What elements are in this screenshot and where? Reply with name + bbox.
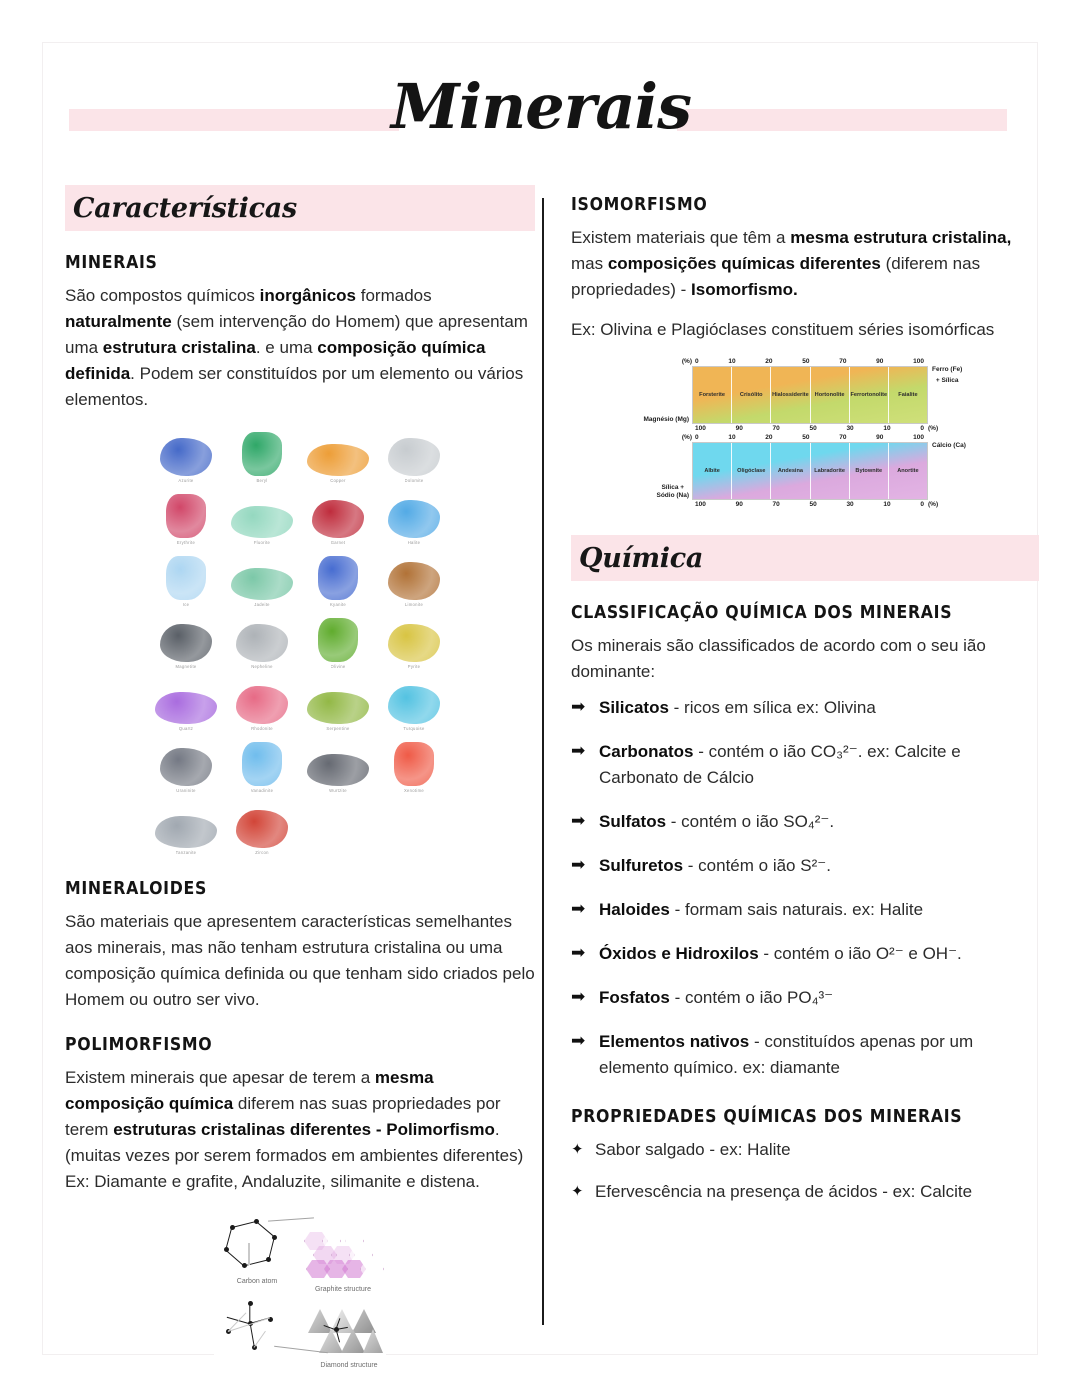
series-segment [889, 443, 927, 499]
series-segment-label: Oligóclase [737, 468, 766, 474]
mineral-label: Uraninite [176, 788, 196, 793]
mineral-specimen [302, 427, 374, 483]
plain-text: Existem materiais que têm a [571, 228, 791, 247]
series-segment [811, 443, 850, 499]
series-segment-label: Labradorite [814, 468, 845, 474]
list-propriedades-quimicas [571, 1137, 1039, 1205]
list-item-definition: - contém o ião PO₄³⁻ [669, 988, 834, 1007]
list-item-text: Sabor salgado - ex: Halite [595, 1140, 791, 1159]
emphasis-text: inorgânicos [259, 286, 357, 305]
series-segment [771, 367, 810, 423]
axis-tick: 0 [695, 358, 699, 365]
mineral-label: Tanzanite [175, 850, 197, 855]
axis-tick: 100 [695, 501, 706, 508]
plain-text: São compostos químicos [65, 286, 260, 305]
mineral-label: Vanadinite [250, 788, 274, 793]
mineral-rock-icon [318, 556, 358, 600]
list-item [571, 897, 1039, 923]
mineral-specimen [302, 675, 374, 731]
list-item-definition: - contém o ião SO₄²⁻. [666, 812, 835, 831]
list-item [571, 853, 1039, 879]
mineral-specimen [302, 613, 374, 669]
series-segment [693, 443, 732, 499]
right-column [571, 185, 1039, 1221]
mineral-label: Xenotime [403, 788, 425, 793]
mineral-label: Erythrite [176, 540, 196, 545]
plagioclase-left-label: Sódio (Na) [656, 492, 689, 499]
axis-tick: 50 [809, 425, 817, 432]
mineral-specimen [378, 489, 450, 545]
axis-tick: 20 [765, 434, 773, 441]
axis-tick: 30 [846, 501, 854, 508]
list-item [571, 941, 1039, 967]
axis-tick: 90 [876, 358, 884, 365]
list-item-term: Haloides [599, 900, 670, 919]
mineral-specimen [226, 489, 298, 545]
plain-text: . e uma [255, 338, 318, 357]
plagioclase-left-label-wrap [630, 442, 692, 500]
mineral-rock-icon [236, 624, 288, 662]
mineral-label: Pyrite [407, 664, 421, 669]
series-segment-label: Ferrortonolite [850, 392, 888, 398]
paragraph-classificacao-intro: Os minerais são classificados de acordo com o seu ião dominante: [571, 636, 986, 681]
axis-tick: 50 [802, 434, 810, 441]
star-icon: ✦ [571, 1141, 584, 1158]
axis-tick: 10 [728, 434, 736, 441]
mineral-specimen [150, 799, 222, 855]
axis-tick: 10 [728, 358, 736, 365]
label-carbon-atom: Carbon atom [236, 1278, 278, 1285]
axis-tick: 90 [735, 425, 743, 432]
mineral-label: Azurite [178, 478, 194, 483]
heading-mineraloides: MINERALOIDES [65, 879, 207, 899]
figure-mineral-specimens [65, 427, 535, 855]
mineral-label: Jadeite [254, 602, 270, 607]
series-segment [811, 367, 850, 423]
emphasis-text: mesma estrutura cristalina, [790, 228, 1012, 247]
mineral-specimen [302, 737, 374, 793]
mineral-grid [150, 427, 450, 855]
list-item [571, 695, 1039, 721]
paragraph-isomorfismo [571, 225, 1039, 303]
heading-propriedades-quimicas: PROPRIEDADES QUÍMICAS DOS MINERAIS [571, 1107, 963, 1127]
olivine-left-label: Magnésio (Mg) [643, 416, 689, 423]
paragraph-mineraloides: São materiais que apresentem características semelhantes aos minerais, mas não tenham estrutura cristalina ou uma composição química definida ou que tenham sido criados pelo Homem ou outro ser vivo. [65, 912, 535, 1009]
list-item-definition: - contém o ião CO₃²⁻. ex: Calcite e Carbonato de Cálcio [599, 742, 961, 787]
plagioclase-left-note: Sílica + [661, 484, 685, 491]
list-item [571, 1029, 1039, 1081]
list-item-term: Elementos nativos [599, 1032, 750, 1051]
column-divider [542, 198, 544, 1325]
mineral-specimen [302, 489, 374, 545]
section-banner-caracteristicas [65, 185, 535, 231]
plain-text: (diferem nas propriedades) - [571, 254, 981, 299]
mineral-label: Fluorite [253, 540, 271, 545]
mineral-rock-icon [307, 754, 369, 786]
mineral-label: Quartz [178, 726, 194, 731]
plagioclase-segments [693, 443, 927, 499]
list-classificacao-quimica [571, 695, 1039, 1081]
plagioclase-bottom-axis-unit: (%) [928, 501, 939, 508]
series-segment [771, 443, 810, 499]
list-item-term: Sulfuretos [599, 856, 684, 875]
arrow-right-icon: ➡ [571, 899, 586, 918]
section-banner-label: Características [73, 192, 297, 224]
plagioclase-bottom-ticks [695, 500, 924, 509]
mineral-rock-icon [166, 494, 206, 538]
heading-isomorfismo: ISOMORFISMO [571, 195, 708, 215]
label-graphite-structure: Graphite structure [314, 1286, 372, 1293]
mineral-label: Olivine [330, 664, 346, 669]
axis-tick: 90 [735, 501, 743, 508]
arrow-to-graphite-icon [268, 1217, 314, 1221]
mineral-rock-icon [242, 432, 282, 476]
emphasis-text: composição química definida [65, 338, 486, 383]
mineral-rock-icon [388, 562, 440, 600]
plagioclase-top-axis [630, 433, 980, 442]
emphasis-text: naturalmente [65, 312, 172, 331]
mineral-specimen [226, 551, 298, 607]
page-title: Minerais [390, 70, 691, 143]
mineral-label: Zircon [255, 850, 269, 855]
mineral-specimen [150, 427, 222, 483]
figure-isomorphic-series [571, 357, 1039, 509]
mineral-rock-icon [155, 692, 217, 724]
list-item [571, 985, 1039, 1011]
plagioclase-band [692, 442, 928, 500]
arrow-right-icon: ➡ [571, 697, 586, 716]
olivine-top-axis [630, 357, 980, 366]
heading-classificacao-quimica: CLASSIFICAÇÃO QUÍMICA DOS MINERAIS [571, 603, 953, 623]
olivine-segments [693, 367, 927, 423]
list-item-definition: - constituídos apenas por um elemento químico. ex: diamante [599, 1032, 974, 1077]
mineral-rock-icon [231, 506, 293, 538]
list-item [571, 809, 1039, 835]
mineral-rock-icon [160, 624, 212, 662]
series-segment [850, 367, 889, 423]
mineral-label: Rhodonite [251, 726, 273, 731]
heading-polimorfismo: POLIMORFISMO [65, 1035, 213, 1055]
arrow-right-icon: ➡ [571, 1031, 586, 1050]
list-item-term: Óxidos e Hidroxilos [599, 944, 759, 963]
mineral-rock-icon [388, 500, 440, 538]
olivine-right-note: + Sílica [935, 377, 959, 384]
mineral-rock-icon [312, 500, 364, 538]
arrow-to-diamond-icon [274, 1346, 328, 1354]
figure-polymorphism [65, 1209, 535, 1379]
section-banner-quimica-label: Química [579, 542, 704, 574]
axis-tick: 50 [802, 358, 810, 365]
mineral-rock-icon [236, 686, 288, 724]
mineral-label: Ice [182, 602, 190, 607]
axis-tick: 100 [913, 434, 924, 441]
list-item-definition: - formam sais naturais. ex: Halite [669, 900, 924, 919]
paragraph-minerais [65, 283, 535, 413]
axis-tick: 70 [772, 501, 780, 508]
olivine-bottom-axis-unit: (%) [928, 425, 939, 432]
mineral-specimen [378, 551, 450, 607]
page-sheet [42, 42, 1038, 1369]
mineral-rock-icon [155, 816, 217, 848]
mineral-specimen [378, 675, 450, 731]
mineral-specimen [150, 551, 222, 607]
axis-tick: 90 [876, 434, 884, 441]
mineral-label: Dolomite [404, 478, 424, 483]
plain-text: Existem minerais que apesar de terem a [65, 1068, 375, 1087]
plain-text: formados [356, 286, 432, 305]
olivine-top-axis-unit: (%) [681, 358, 692, 365]
plain-text: . Podem ser constituídos por um elemento ou vários elementos. [65, 364, 524, 409]
series-segment-label: Crisólito [739, 392, 763, 398]
axis-tick: 70 [839, 434, 847, 441]
mineral-specimen [150, 489, 222, 545]
paragraph-polimorfismo [65, 1065, 535, 1143]
axis-tick: 100 [913, 358, 924, 365]
list-item-term: Carbonatos [599, 742, 694, 761]
mineral-label: Nepheline [251, 664, 273, 669]
heading-minerais: MINERAIS [65, 253, 158, 273]
series-segment-label: Andesina [777, 468, 804, 474]
mineral-label: Turquoise [403, 726, 425, 731]
list-item-term: Sulfatos [599, 812, 667, 831]
label-diamond-structure: Diamond structure [320, 1362, 378, 1369]
mineral-label: Serpentine [326, 726, 350, 731]
mineral-specimen [150, 737, 222, 793]
emphasis-text: estruturas cristalinas diferentes - Polimorfismo [113, 1120, 495, 1139]
star-icon: ✦ [571, 1183, 584, 1200]
emphasis-text: mesma composição química [65, 1068, 434, 1113]
series-segment [693, 367, 732, 423]
list-item-text: Efervescência na presença de ácidos - ex: Calcite [595, 1182, 973, 1201]
plagioclase-bottom-axis [630, 500, 980, 509]
title-row [43, 61, 1039, 157]
mineral-rock-icon [160, 748, 212, 786]
list-item [571, 1179, 1039, 1205]
mineral-specimen [226, 427, 298, 483]
series-segment [732, 443, 771, 499]
mineral-specimen [378, 427, 450, 483]
axis-tick: 10 [883, 425, 891, 432]
mineral-label: Limonite [404, 602, 424, 607]
mineral-rock-icon [388, 438, 440, 476]
mineral-label: Beryl [256, 478, 268, 483]
axis-tick: 50 [809, 501, 817, 508]
olivine-bottom-ticks [695, 424, 924, 433]
paragraph-isomorfismo-example: Ex: Olivina e Plagióclases constituem séries isomórficas [571, 320, 995, 339]
mineral-specimen [150, 613, 222, 669]
series-segment-label: Hortonolite [814, 392, 845, 398]
polymorphism-diagram [214, 1209, 386, 1379]
axis-tick: 100 [695, 425, 706, 432]
list-item [571, 739, 1039, 791]
mineral-specimen [226, 799, 298, 855]
mineral-specimen [378, 613, 450, 669]
axis-tick: 0 [695, 434, 699, 441]
plagioclase-top-axis-unit: (%) [681, 434, 692, 441]
left-column [65, 185, 535, 1379]
mineral-specimen [226, 675, 298, 731]
olivine-bottom-axis [630, 424, 980, 433]
mineral-rock-icon [307, 692, 369, 724]
paragraph-polimorfismo-note: (muitas vezes por serem formados em ambientes diferentes) [65, 1146, 524, 1165]
list-item [571, 1137, 1039, 1163]
mineral-rock-icon [242, 742, 282, 786]
emphasis-text: Isomorfismo. [691, 280, 798, 299]
arrow-right-icon: ➡ [571, 741, 586, 760]
mineral-label: Copper [330, 478, 346, 483]
list-item-term: Fosfatos [599, 988, 670, 1007]
paragraph-polimorfismo-example: Ex: Diamante e grafite, Andaluzite, silimanite e distena. [65, 1172, 480, 1191]
plain-text: (sem intervenção do Homem) que apresentam uma [65, 312, 528, 357]
series-segment [732, 367, 771, 423]
mineral-rock-icon [388, 624, 440, 662]
isomorphic-series-chart [630, 357, 980, 509]
axis-tick: 70 [772, 425, 780, 432]
olivine-right-label-wrap [928, 366, 980, 424]
arrow-right-icon: ➡ [571, 943, 586, 962]
mineral-label: Kyanite [329, 602, 347, 607]
axis-tick: 0 [920, 501, 924, 508]
axis-tick: 20 [765, 358, 773, 365]
mineral-rock-icon [231, 568, 293, 600]
arrow-right-icon: ➡ [571, 811, 586, 830]
mineral-rock-icon [160, 438, 212, 476]
olivine-right-label: Ferro (Fe) [932, 366, 963, 373]
mineral-rock-icon [318, 618, 358, 662]
plagioclase-top-ticks [695, 433, 924, 442]
section-banner-quimica [571, 535, 1039, 581]
series-segment [850, 443, 889, 499]
arrow-right-icon: ➡ [571, 855, 586, 874]
series-segment-label: Hialossiderite [772, 392, 809, 398]
plain-text: diferem nas suas propriedades por terem [65, 1094, 501, 1139]
olivine-band-row [630, 366, 980, 424]
list-item-definition: - ricos em sílica ex: Olivina [668, 698, 876, 717]
list-item-definition: - contém o ião O²⁻ e OH⁻. [758, 944, 962, 963]
olivine-band [692, 366, 928, 424]
plain-text: . [494, 1120, 500, 1139]
mineral-specimen [226, 613, 298, 669]
mineral-specimen [150, 675, 222, 731]
plagioclase-right-label: Cálcio (Ca) [932, 442, 966, 449]
list-item-definition: - contém o ião S²⁻. [683, 856, 831, 875]
mineral-rock-icon [394, 742, 434, 786]
arrow-right-icon: ➡ [571, 987, 586, 1006]
mineral-label: Garnet [330, 540, 346, 545]
mineral-rock-icon [236, 810, 288, 848]
mineral-specimen [378, 737, 450, 793]
mineral-label: Wurtzite [329, 788, 347, 793]
olivine-top-ticks [695, 357, 924, 366]
mineral-rock-icon [307, 444, 369, 476]
mineral-label: Halite [407, 540, 421, 545]
axis-tick: 70 [839, 358, 847, 365]
series-segment-label: Forsterite [699, 392, 725, 398]
emphasis-text: estrutura cristalina [102, 338, 256, 357]
emphasis-text: composições químicas diferentes [607, 254, 881, 273]
axis-tick: 30 [846, 425, 854, 432]
axis-tick: 10 [883, 501, 891, 508]
series-segment-label: Albite [704, 468, 720, 474]
axis-tick: 0 [920, 425, 924, 432]
mineral-label: Magnetite [175, 664, 197, 669]
series-segment-label: Bytownite [855, 468, 883, 474]
mineral-rock-icon [388, 686, 440, 724]
series-segment [889, 367, 927, 423]
mineral-rock-icon [166, 556, 206, 600]
mineral-specimen [302, 551, 374, 607]
plain-text: mas [571, 254, 608, 273]
list-item-term: Silicatos [599, 698, 669, 717]
plagioclase-band-row [630, 442, 980, 500]
mineral-specimen [226, 737, 298, 793]
series-segment-label: Anortite [897, 468, 919, 474]
series-segment-label: Faialite [898, 392, 918, 398]
